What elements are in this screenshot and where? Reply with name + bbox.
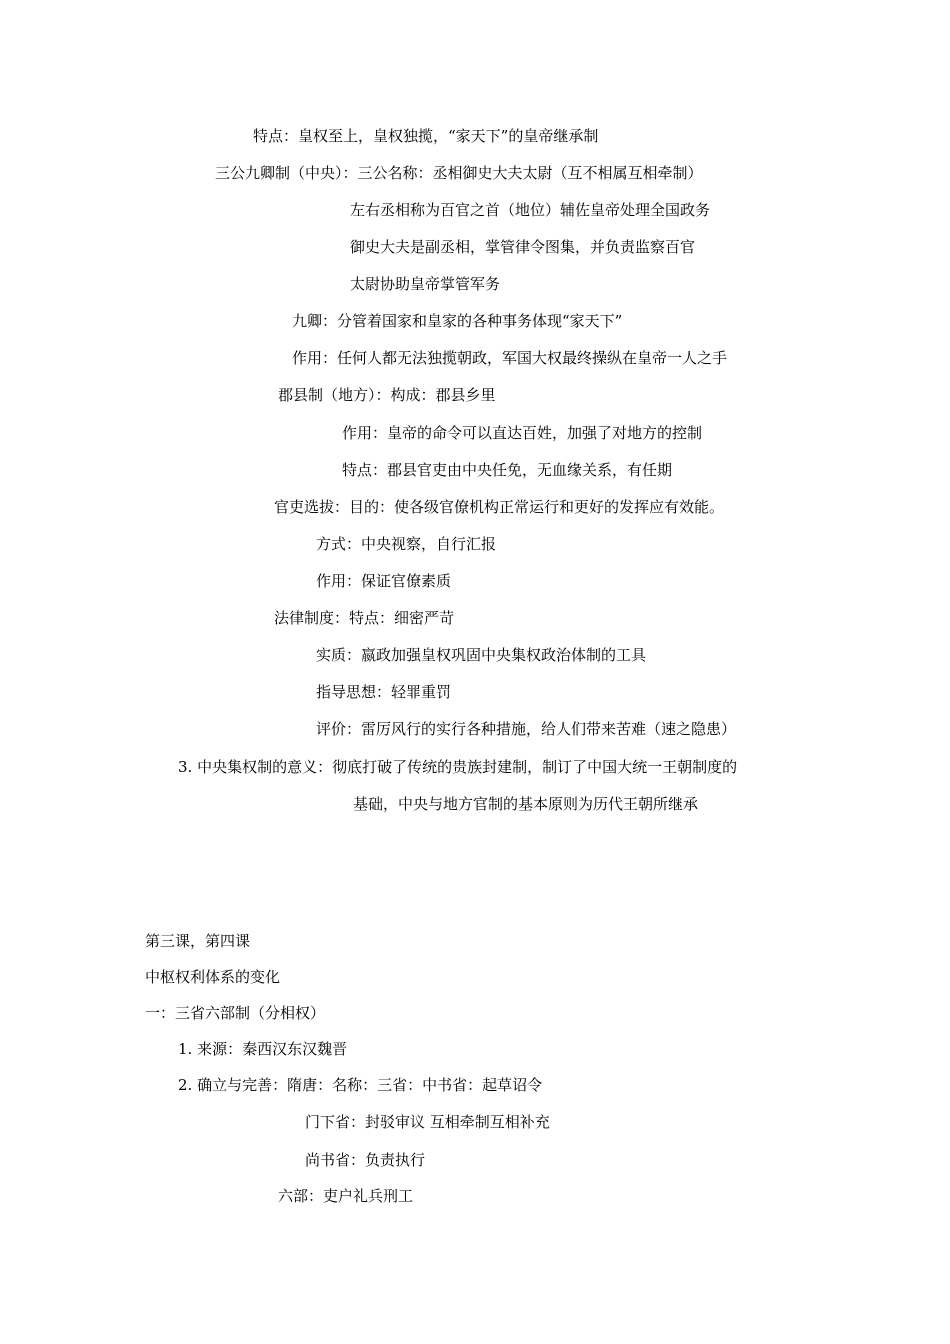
list-item: 1. 来源：秦西汉东汉魏晋 — [178, 1040, 348, 1058]
text-line: 特点：皇权至上，皇权独揽，“家天下”的皇帝继承制 — [253, 127, 599, 145]
text-line: 门下省：封驳审议 互相牵制互相补充 — [305, 1113, 550, 1131]
text-line: 六部：吏户礼兵刑工 — [278, 1187, 414, 1205]
text-line: 尚书省：负责执行 — [305, 1151, 426, 1169]
text-line: 御史大夫是副丞相，掌管律令图集，并负责监察百官 — [350, 238, 696, 256]
text-line: 实质：嬴政加强皇权巩固中央集权政治体制的工具 — [316, 646, 647, 664]
text-line: 官吏选拔：目的：使各级官僚机构正常运行和更好的发挥应有效能。 — [274, 498, 725, 516]
text-line: 九卿：分管着国家和皇家的各种事务体现“家天下” — [292, 312, 623, 330]
text-line: 作用：皇帝的命令可以直达百姓，加强了对地方的控制 — [342, 424, 703, 442]
text-line: 作用：保证官僚素质 — [316, 572, 452, 590]
text-line: 三公九卿制（中央）：三公名称：丞相御史大夫太尉（互不相属互相牵制） — [215, 164, 703, 182]
text-line: 指导思想：轻罪重罚 — [316, 683, 452, 701]
text-line: 左右丞相称为百官之首（地位）辅佐皇帝处理全国政务 — [350, 201, 711, 219]
text-line: 作用：任何人都无法独揽朝政，军国大权最终操纵在皇帝一人之手 — [292, 349, 728, 367]
section-heading: 第三课，第四课 — [145, 932, 251, 950]
text-line: 一：三省六部制（分相权） — [145, 1004, 326, 1022]
text-line: 法律制度：特点：细密严苛 — [274, 609, 455, 627]
text-line: 太尉协助皇帝掌管军务 — [350, 275, 501, 293]
list-item: 2. 确立与完善：隋唐：名称：三省：中书省：起草诏令 — [178, 1076, 543, 1094]
text-line: 方式：中央视察，自行汇报 — [316, 535, 497, 553]
text-line: 郡县制（地方）：构成：郡县乡里 — [278, 386, 496, 404]
section-heading: 中枢权利体系的变化 — [145, 968, 281, 986]
text-line: 3. 中央集权制的意义：彻底打破了传统的贵族封建制，制订了中国大统一王朝制度的 — [178, 758, 738, 776]
text-line: 特点：郡县官吏由中央任免，无血缘关系，有任期 — [342, 461, 673, 479]
text-line: 评价：雷厉风行的实行各种措施，给人们带来苦难（速之隐患） — [316, 720, 737, 738]
text-line: 基础，中央与地方官制的基本原则为历代王朝所继承 — [353, 795, 699, 813]
